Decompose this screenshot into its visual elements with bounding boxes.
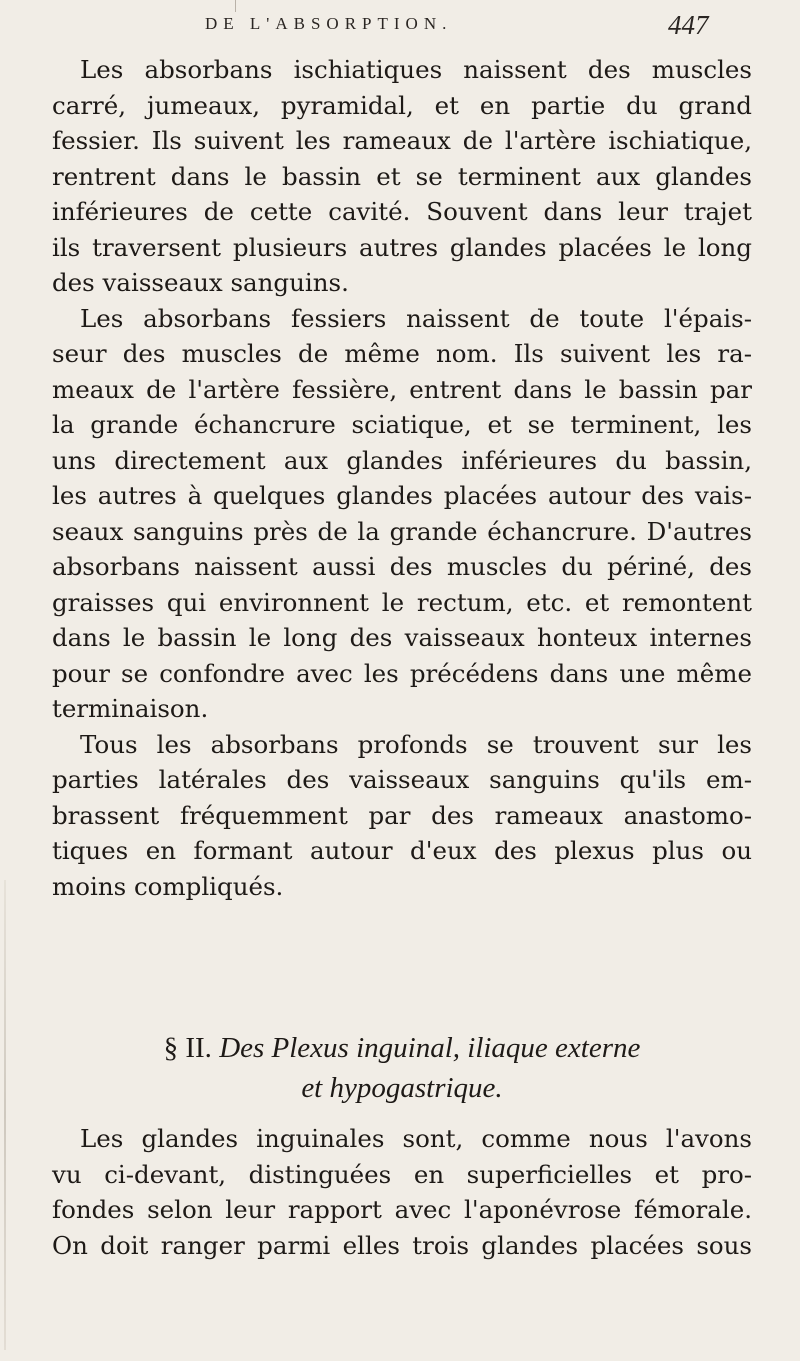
text-line: moins compliqués.	[52, 871, 284, 901]
text-line: fondes selon leur rapport avec l'aponévrose fémorale.	[52, 1195, 752, 1224]
text-line: seaux sanguins près de la grande échancrure. D'autres	[52, 516, 752, 546]
text-line: vu ci-devant, distinguées en superficielles et pro-	[52, 1159, 752, 1189]
paragraph-fessiers	[52, 301, 752, 727]
page-edge-shadow	[4, 880, 6, 1350]
text-line: uns directement aux glandes inférieures du bassin,	[52, 445, 752, 475]
running-title: DE L'ABSORPTION.	[205, 14, 453, 33]
paragraph-profonds	[52, 727, 752, 905]
text-line: Tous les absorbans profonds se trouvent sur les	[80, 729, 752, 759]
section-number: § II.	[163, 1032, 212, 1064]
text-line: dans le bassin le long des vaisseaux honteux internes	[52, 623, 752, 652]
text-line: ils traversent plusieurs autres glandes placées le long	[52, 232, 752, 262]
text-line: parties latérales des vaisseaux sanguins qu'ils em-	[52, 765, 752, 794]
body-text-bottom	[52, 1121, 752, 1263]
text-line: la grande échancrure sciatique, et se terminent, les	[52, 410, 752, 439]
body-text-top	[52, 52, 752, 904]
section-heading	[52, 1028, 752, 1068]
text-line: les autres à quelques glandes placées autour des vais-	[52, 481, 752, 510]
text-line: carré, jumeaux, pyramidal, et en partie du grand	[52, 90, 752, 120]
text-line: tiques en formant autour d'eux des plexus plus ou	[52, 836, 752, 865]
section-heading-continued	[52, 1068, 752, 1108]
text-line: fessier. Ils suivent les rameaux de l'artère ischiatique,	[52, 126, 752, 155]
paragraph-ischiatiques	[52, 52, 752, 301]
text-line: graisses qui environnent le rectum, etc. et remontent	[52, 587, 752, 617]
section-title-line-1: Des Plexus inguinal, iliaque externe	[219, 1032, 641, 1064]
text-line: terminaison.	[52, 694, 209, 723]
text-line: On doit ranger parmi elles trois glandes placées sous	[52, 1230, 752, 1260]
text-line: Les absorbans ischiatiques naissent des muscles	[80, 55, 752, 84]
text-line: Les glandes inguinales sont, comme nous l'avons	[80, 1124, 752, 1153]
text-line: inférieures de cette cavité. Souvent dans leur trajet	[52, 197, 752, 226]
page-number: 447	[668, 10, 709, 40]
section-title-line-2: et hypogastrique.	[301, 1072, 503, 1104]
text-line: absorbans naissent aussi des muscles du périné, des	[52, 552, 752, 581]
text-line: meaux de l'artère fessière, entrent dans le bassin par	[52, 374, 752, 404]
text-line: seur des muscles de même nom. Ils suivent les ra-	[52, 339, 752, 368]
text-line: brassent fréquemment par des rameaux anastomo-	[52, 800, 752, 830]
text-line: pour se confondre avec les précédens dans une même	[52, 658, 752, 688]
text-line: rentrent dans le bassin et se terminent aux glandes	[52, 161, 752, 191]
printer-mark	[235, 0, 236, 12]
text-line: Les absorbans fessiers naissent de toute l'épais-	[80, 303, 752, 333]
text-line: des vaisseaux sanguins.	[52, 268, 349, 297]
paragraph-inguinales	[52, 1121, 752, 1263]
